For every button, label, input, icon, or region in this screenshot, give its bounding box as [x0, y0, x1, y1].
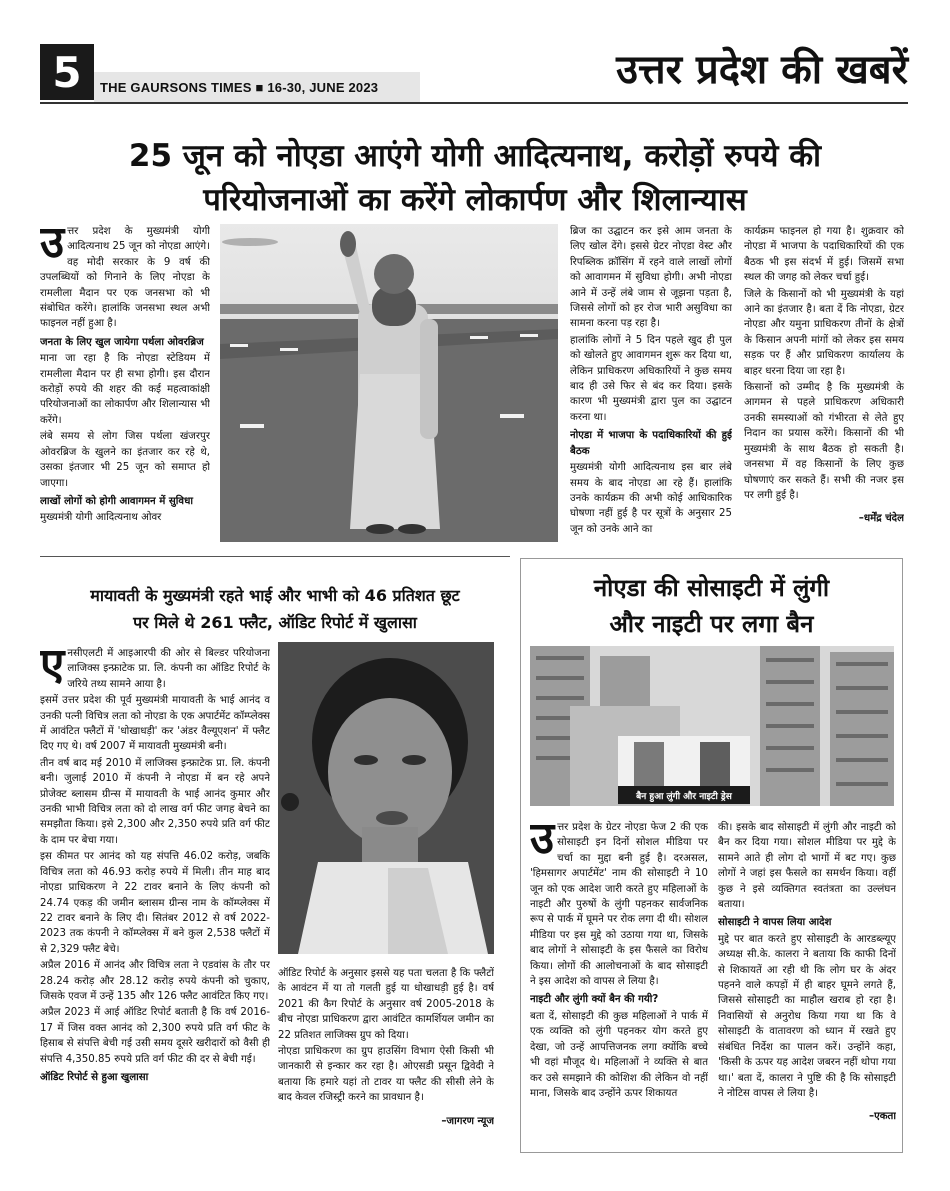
paragraph-text: हालांकि लोगों ने 5 दिन पहले खुद ही पुल को खोलते हुए आवागमन शुरू कर दिया था, लेकिन प्राधिकरण अधिकारियों ने कुछ समय बाद ही उसे फिर से बंद कर दिया। इसके कारण भी मुख्यमंत्री द्वारा पुल का उद्घाटन करना था। [570, 334, 732, 423]
subheading [40, 1070, 270, 1085]
paragraph [40, 1005, 270, 1067]
paragraph-text: ऑडिट रिपोर्ट के अनुसार इससे यह पता चलता है कि फ्लैटों के आवंटन में या तो गलती हुई या धोखाधड़ी हुई है। वर्ष 2021 की कैग रिपोर्ट के अनुसार वर्ष 2005-2018 के बीच नोएडा प्राधिकरण द्वारा आवंटित कामर्शियल जमीन का 22 प्रतिशत लाजिक्स ग्रुप को दिया। [278, 968, 494, 1041]
paragraph [278, 966, 494, 1043]
paragraph [744, 287, 904, 379]
paragraph-text: नसीएलटी में आइआरपी की ओर से बिल्डर परियोजना लाजिक्स इन्फ्राटेक प्रा. लि. कंपनी का ऑडिट रिपोर्ट के जरिये तथ्य सामने आया है। [67, 648, 270, 690]
section-title: उत्तर प्रदेश की खबरें [616, 47, 908, 93]
paragraph [570, 224, 732, 332]
paragraph-text: त्तर प्रदेश के ग्रेटर नोएडा फेज 2 की एक सोसाइटी इन दिनों सोशल मीडिया पर चर्चा का मुद्दा बनी हुई है। दरअसल, 'हिमसागर अपार्टमेंट' नाम की सोसाइटी ने 10 जून को एक आदेश जारी करते हुए महिलाओं के नाइटी और पुरुषों के लुंगी पहनकर सार्वजनिक रूप से पार्क में घूमने पर रोक लगा दी थी। सोशल मीडिया पर इस मुद्दे को उठाया गया था, जिसके बाद लोगों ने सोसाइटी के इस फैसले का विरोध किया। लोगों की आलोचनाओं के बाद सोसाइटी ने इस आदेश को वापस ले लिया है। [530, 822, 708, 988]
paragraph-text: नोएडा में भाजपा के पदाधिकारियों की हुई बैठक [570, 430, 732, 457]
byline [718, 1109, 896, 1124]
drop-cap: उ [530, 820, 555, 864]
story1-headline-line1: 25 जून को नोएडा आएंगे योगी आदित्यनाथ, करोड़ों रुपये की [128, 138, 822, 174]
story3-headline-line2: और नाइटी पर लगा बैन [609, 610, 814, 638]
story2-headline-line2: पर मिले थे 261 फ्लैट, ऑडिट रिपोर्ट में खुलासा [133, 613, 417, 632]
paragraph-text: लंबे समय से लोग जिस पर्थला खंजरपुर ओवरब्रिज के खुलने का इंतजार कर रहे थे, उसका इंतजार भी 25 जून को समाप्त हो जाएगा। [40, 431, 210, 489]
paragraph-text: किसानों को उम्मीद है कि मुख्यमंत्री के आगमन से पहले प्राधिकरण अधिकारी उनकी समस्याओं को गंभीरता से लेते हुए निदान का प्रयास करेंगे। किसानों की भी मुख्यमंत्री के साथ बैठक हो सकती है। जनसभा में वह किसानों के लिए कुछ घोषणाएं कर सकते हैं। सभी की नजर इस पर लगी हुई है। [744, 382, 904, 501]
paragraph-text: मुख्यमंत्री योगी आदित्यनाथ इस बार लंबे समय के बाद नोएडा आ रहे हैं। हालांकि उनके कार्यक्रम की अभी कोई आधिकारिक घोषणा नहीं हुई है पर सूत्रों के अनुसार 25 जून को उनके आने का [570, 462, 732, 535]
paragraph-text: कार्यक्रम फाइनल हो गया है। शुक्रवार को नोएडा में भाजपा के पदाधिकारियों की एक बैठक भी इस संदर्भ में हुई। जिसमें सभा स्थल की जगह को लेकर चर्चा हुई। [744, 226, 904, 284]
paragraph-text: नाइटी और लुंगी क्यों बैन की गयी? [530, 994, 659, 1006]
story1-col2 [570, 224, 732, 546]
photo-caption: बैन हुआ लुंगी और नाइटी ड्रेस [636, 792, 732, 802]
paragraph-text: –जागरण न्यूज [441, 1115, 494, 1127]
mayawati-photo [278, 642, 494, 954]
header-rule [40, 102, 908, 104]
paragraph [40, 849, 270, 957]
paragraph [40, 224, 210, 332]
paragraph-text: लाखों लोगों को होगी आवागमन में सुविधा [40, 495, 193, 507]
paragraph [278, 1044, 494, 1106]
story3-headline [524, 570, 899, 642]
paragraph [530, 1009, 708, 1101]
paragraph-text: जिले के किसानों को भी मुख्यमंत्री के यहां आने का इंतजार है। बता दें कि नोएडा, ग्रेटर नोएडा और यमुना प्राधिकरण तीनों के क्षेत्रों के किसान अपनी मांगों को लेकर इस समय सड़क पर हैं और प्राधिकरण कार्यालय के बाहर धरना दिया जा रहा है। [744, 288, 904, 377]
paragraph [530, 820, 708, 989]
story2-col1 [40, 646, 270, 1148]
paragraph-text: अप्रैल 2016 में आनंद और विचित्र लता ने एडवांस के तौर पर 28.24 करोड़ और 28.12 करोड़ रुपये कंपनी को चुकाए, जिसके एवज में उन्हें 135 और 126 फ्लैट आवंटित किए गए। [40, 960, 270, 1002]
subheading [40, 335, 210, 350]
paragraph [570, 333, 732, 425]
story-divider [40, 556, 510, 557]
story1-headline [40, 134, 910, 222]
paragraph [40, 958, 270, 1004]
mayawati-portrait-image [278, 642, 494, 954]
story1-headline-line2: परियोजनाओं का करेंगे लोकार्पण और शिलान्यास [203, 182, 747, 218]
paragraph-text: ब्रिज का उद्घाटन कर इसे आम जनता के लिए खोल देंगे। इससे ग्रेटर नोएडा वेस्ट और रिपब्लिक क्रॉसिंग में रहने वाले लाखों लोगों को आवागमन में सुविधा होगी। अभी नोएडा आने में उन्हें लंबे जाम से जूझना पड़ता है, जिससे लोगों को हर रोज भारी असुविधा का सामना करना पड़ रहा है। [570, 226, 732, 330]
paragraph [718, 932, 896, 1101]
paragraph-text: तीन वर्ष बाद मई 2010 में लाजिक्स इन्फ्राटेक प्रा. लि. कंपनी बनी। जुलाई 2010 में कंपनी ने नोएडा में बन रहे अपने प्रोजेक्ट ब्लासम ग्रीन्स में मायावती के भाई आनंद कुमार और उनकी भाभी विचित्र लता को दो लाख वर्ग फीट जगह बेचने का समझौता किया। इसे 2,300 और 2,350 रुपये प्रति वर्ग फीट के दाम पर बेचा गया। [40, 757, 270, 846]
paragraph [40, 510, 210, 525]
paragraph [40, 646, 270, 692]
paragraph-text: माना जा रहा है कि नोएडा स्टेडियम में रामलीला मैदान पर ही सभा होगी। इस दौरान करोड़ों रुपये की शहर की कई महत्वाकांक्षी परियोजनाओं का लोकार्पण और शिलान्यास भी करेंगे। [40, 353, 210, 426]
subheading [570, 428, 732, 459]
story3-col2 [718, 820, 896, 1148]
paragraph-text: इसमें उत्तर प्रदेश की पूर्व मुख्यमंत्री मायावती के भाई आनंद व उनकी पत्नी विचित्र लता को नोएडा के एक अपार्टमेंट कॉम्प्लेक्स में आवंटित फ्लैटों में 'धोखाधड़ी' कर 'अंडर वैल्यूएशन' में फ्लैट दिए गए थे। वर्ष 2007 में मायावती मुख्यमंत्री बनी। [40, 695, 270, 753]
paragraph [40, 756, 270, 848]
paragraph [744, 380, 904, 503]
byline [744, 511, 904, 526]
story1-col1 [40, 224, 210, 546]
paragraph-text: अप्रैल 2023 में आई ऑडिट रिपोर्ट बताती है कि वर्ष 2016-17 में जिस वक्त आनंद को 2,300 रुपये प्रति वर्ग फीट के हिसाब से संपत्ति बेची गई उसी समय दूसरे खरीदारों को वैसी ही संपत्ति 4,350.85 रुपये प्रति वर्ग फीट की दर से बेची गई। [40, 1007, 270, 1065]
paragraph-text: बता दें, सोसाइटी की कुछ महिलाओं ने पार्क में एक व्यक्ति को लुंगी पहनकर योग करते हुए देखा, जो उन्हें आपत्तिजनक लगा क्योंकि बच्चे भी वहां मौजूद थे। महिलाओं ने व्यक्ति से बात कर उसे समझाने की कोशिश की लेकिन वो नहीं माना, जिसके बाद उन्होंने ऊपर शिकायत [530, 1010, 708, 1099]
paragraph [40, 693, 270, 755]
story3-headline-line1: नोएडा की सोसाइटी में लुंगी [593, 574, 830, 602]
drop-cap: उ [40, 224, 65, 268]
society-buildings-image [530, 646, 894, 806]
paragraph-text: ऑडिट रिपोर्ट से हुआ खुलासा [40, 1071, 149, 1083]
story2-col2 [278, 966, 494, 1148]
paragraph-text: की। इसके बाद सोसाइटी में लुंगी और नाइटी को बैन कर दिया गया। सोशल मीडिया पर मुद्दे के सामने आते ही लोग दो भागों में बट गए। कुछ लोगों ने जहां इस फैसले का समर्थन किया। वहीं कुछ ने इसे व्यक्तिगत स्वतंत्रता का उल्लंघन बताया। [718, 822, 896, 911]
paragraph-text: इस कीमत पर आनंद को यह संपत्ति 46.02 करोड़, जबकि विचित्र लता को 46.93 करोड़ रुपये में मिली। तीन माह बाद नोएडा प्राधिकरण ने 22 टावर बनाने के लिए कंपनी को 24.74 एकड़ की जमीन ब्लासम ग्रीन्स नाम के कॉम्प्लेक्स में 22 टावर बनाने के लिए दी। सितंबर 2012 से वर्ष 2022-2023 तक कंपनी ने कॉम्प्लेक्स में बने कुल 2,538 फ्लैटों में से 2,329 फ्लैट बेचे। [40, 851, 270, 955]
paragraph [570, 460, 732, 537]
byline [278, 1114, 494, 1129]
drop-cap: ए [40, 646, 65, 690]
masthead: THE GAURSONS TIMES ■ 16-30, JUNE 2023 [94, 72, 420, 102]
page-number: 5 [40, 44, 94, 100]
yogi-waving-image [220, 224, 558, 542]
paragraph-text: जनता के लिए खुल जायेगा पर्थला ओवरब्रिज [40, 336, 204, 348]
story1-col3 [744, 224, 904, 546]
paragraph-text: मुद्दे पर बात करते हुए सोसाइटी के आरडब्ल्यूए अध्यक्ष सी.के. कालरा ने बताया कि काफी दिनों से शिकायतें आ रही थी कि लोग घर के अंदर पहनने वाले कपड़ों में ही बाहर घूमने लगते हैं, जिससे सोसाइटी का माहौल खराब हो रहा है। निवासियों से अनुरोध किया गया था कि वे सोसाइटी के वातावरण को ध्यान में रखते हुए संबंधित निर्देश का पालन करें। उन्होंने कहा, 'किसी के ऊपर यह आदेश जबरन नहीं थोपा गया था।' बता दें, कालरा ने पुष्टि की है कि सोसाइटी ने नोटिस वापस ले लिया है। [718, 933, 896, 1099]
paragraph-text: –धर्मेंद्र चंदेल [858, 513, 904, 525]
paragraph [40, 351, 210, 428]
paragraph-text: मुख्यमंत्री योगी आदित्यनाथ ओवर [40, 512, 162, 524]
society-photo [530, 646, 894, 806]
paragraph [40, 429, 210, 491]
paragraph [718, 820, 896, 912]
paragraph-text: त्तर प्रदेश के मुख्यमंत्री योगी आदित्यनाथ 25 जून को नोएडा आएंगे। वह मोदी सरकार के 9 वर्ष की उपलब्धियों को गिनाने के लिए नोएडा के रामलीला मैदान पर एक जनसभा को भी संबोधित करेंगे। हालांकि जनसभा स्थल अभी फाइनल नहीं हुआ है। [40, 226, 210, 330]
subheading [530, 992, 708, 1007]
yogi-photo [220, 224, 558, 542]
story3-col1 [530, 820, 708, 1148]
paragraph-text: –एकता [869, 1111, 896, 1123]
paragraph-text: सोसाइटी ने वापस लिया आदेश [718, 917, 832, 929]
paragraph [744, 224, 904, 286]
subheading [40, 494, 210, 509]
subheading [718, 915, 896, 930]
paragraph-text: नोएडा प्राधिकरण का ग्रुप हाउसिंग विभाग ऐसी किसी भी जानकारी से इन्कार कर रहा है। ओएसडी प्रसून द्विवेदी ने बताया कि हमारे यहां तो टावर या फ्लैट की सीसी लेने के बाद केवल रजिस्ट्री करने का प्रावधान है। [278, 1046, 494, 1104]
story2-headline [40, 582, 510, 636]
story2-headline-line1: मायावती के मुख्यमंत्री रहते भाई और भाभी को 46 प्रतिशत छूट [90, 586, 460, 605]
